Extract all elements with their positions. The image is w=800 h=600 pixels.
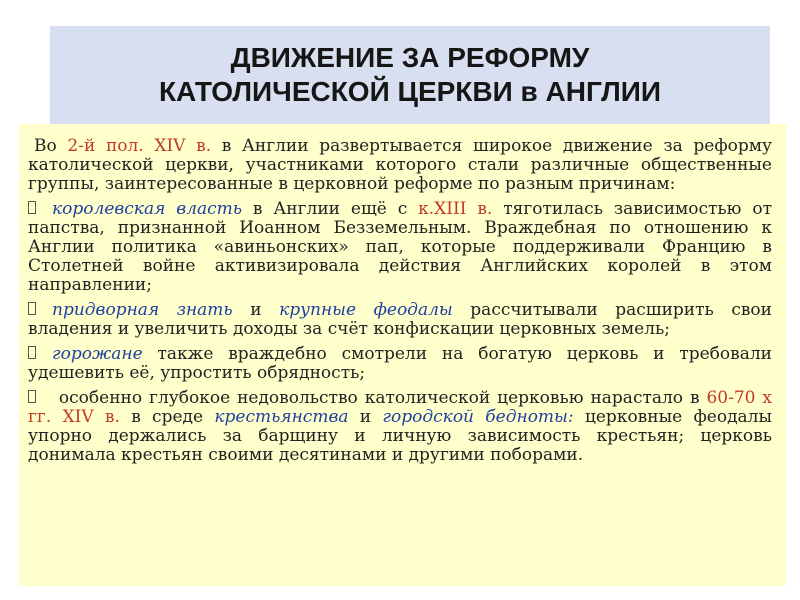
bullet-1-date-highlight: к.XIII в. (418, 199, 493, 219)
bullet-4-term-2: городской бедноты: (382, 407, 574, 427)
bullet-nobility (28, 301, 772, 339)
bullet-4-text-4: церковные феодалы упорно держались за барщину и личную зависимость крестьян; церковь донимала крестьян своими десятинами и другими поборами. (28, 407, 772, 465)
bullet-2-text-1: и (232, 300, 280, 320)
bullet-peasantry (28, 389, 772, 465)
bullet-2-term-1: придворная знать (52, 300, 233, 320)
intro-date-highlight: 2-й пол. XIV в. (67, 136, 212, 156)
bullet-royal-power (28, 200, 772, 295)
title-box (50, 26, 770, 124)
intro-paragraph (28, 137, 772, 194)
bullet-1-text-2: тяготилась зависимостью от папства, признанной Иоанном Безземельным. Враждебная по отношению к Англии политика «авиньонских» пап, которые поддерживали Францию в Столетней войне активизировала действия Английских королей в этом направлении; (28, 199, 773, 295)
bullet-4-date-highlight: 60-70 х гг. XIV в. (28, 388, 773, 427)
intro-text-2: в Англии развертывается широкое движение за реформу католической церкви, участниками которого стали различные общественные группы, заинтересованные в церковной реформе по разным причинам: (28, 136, 772, 194)
bullet-1-text-1: в Англии ещё с (242, 199, 419, 219)
bullet-4-text-2: в среде (119, 407, 215, 427)
title-line-1: ДВИЖЕНИЕ ЗА РЕФОРМУ (230, 42, 590, 73)
bullet-square-icon (28, 390, 36, 403)
slide-title (159, 41, 661, 109)
bullet-4-term-1: крестьянства (214, 407, 349, 427)
intro-text-1: Во (34, 136, 68, 156)
bullet-townspeople (28, 345, 772, 383)
content-box (19, 124, 786, 586)
bullet-square-icon (28, 302, 36, 315)
bullet-4-text-1: особенно глубокое недовольство католической церковью нарастало в (52, 388, 707, 408)
bullet-3-term: горожане (52, 344, 143, 364)
title-line-2: КАТОЛИЧЕСКОЙ ЦЕРКВИ в АНГЛИИ (158, 76, 662, 107)
bullet-1-term: королевская власть (52, 199, 243, 219)
bullet-4-text-3: и (348, 407, 383, 427)
bullet-2-term-2: крупные феодалы (279, 300, 453, 320)
bullet-2-text-2: рассчитывали расширить свои владения и увеличить доходы за счёт конфискации церковных земель; (28, 300, 772, 339)
bullet-square-icon (28, 346, 36, 359)
bullet-square-icon (28, 201, 36, 214)
bullet-3-text: также враждебно смотрели на богатую церковь и требовали удешевить её, упростить обрядность; (28, 344, 772, 383)
